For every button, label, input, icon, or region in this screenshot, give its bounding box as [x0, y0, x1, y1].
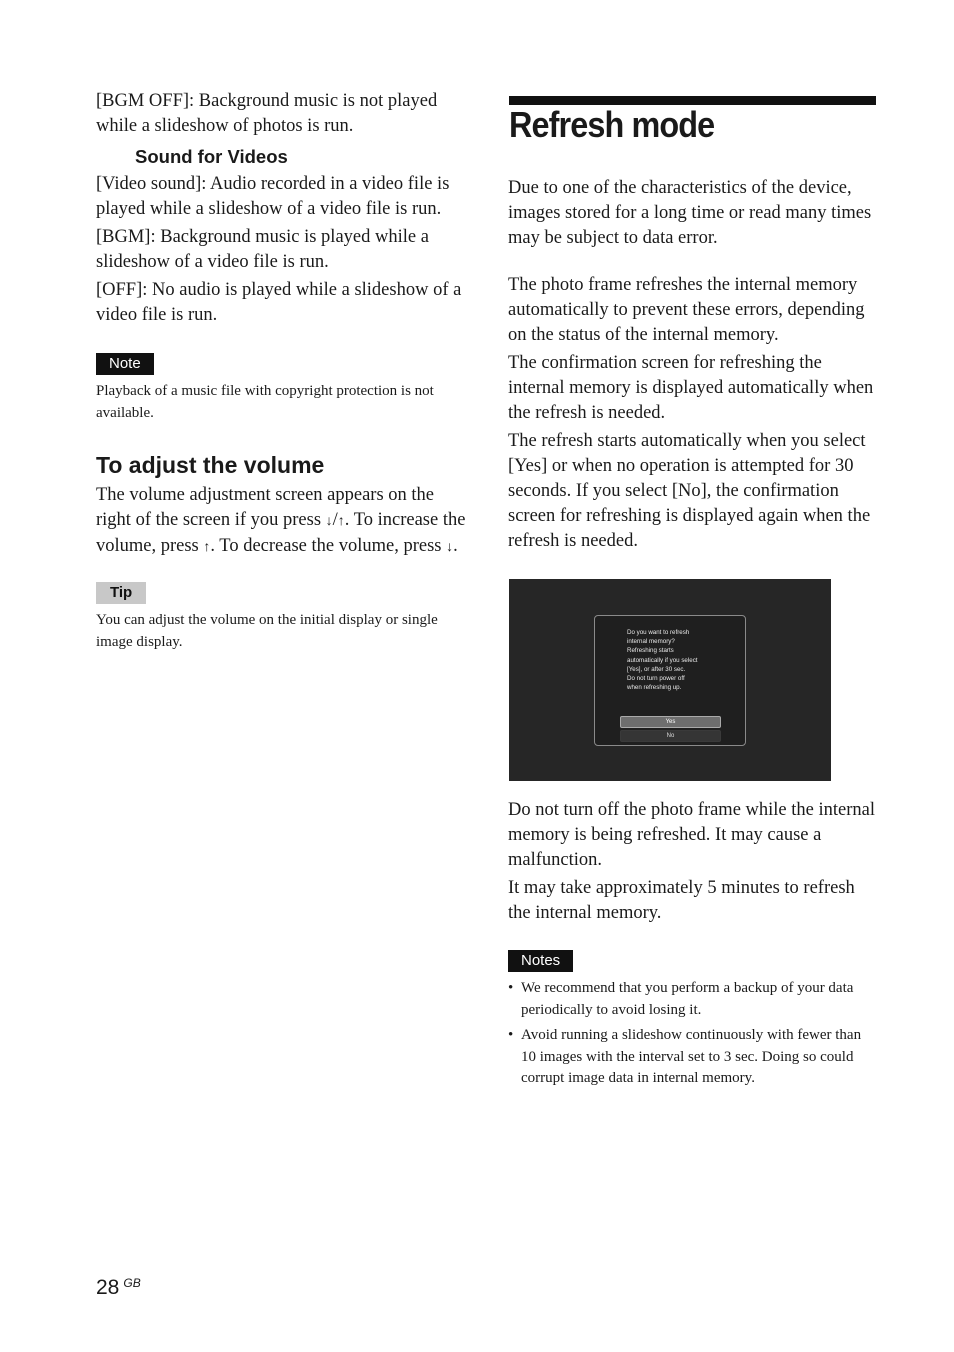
- refresh-auto-text: The photo frame refreshes the internal memory automatically to prevent these errors, depending on the status of the internal memory.: [508, 275, 865, 345]
- arrow-slash: /: [332, 510, 338, 530]
- right-column: [508, 176, 878, 554]
- arrow-down-icon: ↓: [325, 514, 333, 529]
- page-title: Refresh mode: [509, 104, 715, 145]
- right-column-lower: [508, 798, 878, 1094]
- notes-label: Notes: [508, 950, 573, 972]
- off-text: [OFF]: No audio is played while a slideshow of a video file is run.: [96, 280, 462, 325]
- arrow-down-icon: ↓: [446, 540, 454, 555]
- refresh-dialog: [594, 615, 746, 746]
- note-item-text: We recommend that you perform a backup of your data periodically to avoid losing it.: [521, 980, 854, 1018]
- volume-text-4: .: [453, 536, 458, 556]
- left-column: [96, 89, 466, 653]
- refresh-start-text: The refresh starts automatically when you select [Yes] or when no operation is attempted for 30 seconds. If you select [No], the confirmation screen for refreshing is displayed again when the refresh is needed.: [508, 431, 871, 551]
- bgm-off-text: [BGM OFF]: Background music is not played while a slideshow of photos is run.: [96, 91, 438, 136]
- no-button: No: [620, 730, 721, 742]
- arrow-up-icon: ↑: [203, 540, 211, 555]
- page-number-value: 28: [96, 1276, 120, 1299]
- note-label: Note: [96, 353, 154, 375]
- region-code: GB: [123, 1276, 141, 1290]
- list-item: [508, 978, 878, 1021]
- duration-text: It may take approximately 5 minutes to refresh the internal memory.: [508, 878, 855, 923]
- yes-button: Yes: [620, 716, 721, 728]
- note-item-text: Avoid running a slideshow continuously with fewer than 10 images with the interval set to 3 sec. Doing so could corrupt image data in internal memory.: [521, 1027, 862, 1086]
- dialog-message: Do you want to refresh internal memory? Refreshing starts automatically if you select [Yes], or after 30 sec. Do not turn power off when refreshing up.: [627, 629, 698, 692]
- notes-list: [508, 978, 878, 1090]
- tip-text: You can adjust the volume on the initial display or single image display.: [96, 612, 438, 650]
- note-text: Playback of a music file with copyright protection is not available.: [96, 383, 434, 421]
- sound-for-videos-heading: Sound for Videos: [135, 146, 288, 167]
- list-item: [508, 1025, 878, 1090]
- refresh-screen-image: [509, 579, 831, 781]
- bgm-text: [BGM]: Background music is played while a slideshow of a video file is run.: [96, 227, 429, 272]
- refresh-intro-text: Due to one of the characteristics of the device, images stored for a long time or read many times may be subject to data error.: [508, 178, 872, 248]
- arrow-up-icon: ↑: [337, 514, 345, 529]
- tip-label: Tip: [96, 582, 146, 604]
- volume-text-2: . To increase the volume, press: [96, 510, 466, 556]
- bullet: •: [508, 980, 514, 996]
- volume-paragraph: [96, 483, 466, 560]
- page-number: [96, 1276, 141, 1300]
- volume-text-3: . To decrease the volume, press: [210, 536, 447, 556]
- warning-text: Do not turn off the photo frame while the internal memory is being refreshed. It may cause a malfunction.: [508, 800, 875, 870]
- bullet: •: [508, 1027, 514, 1043]
- volume-heading: To adjust the volume: [96, 452, 325, 478]
- refresh-confirm-text: The confirmation screen for refreshing the internal memory is displayed automatically when the refresh is needed.: [508, 353, 874, 423]
- volume-text-1: The volume adjustment screen appears on the right of the screen if you press: [96, 485, 435, 530]
- video-sound-text: [Video sound]: Audio recorded in a video file is played while a slideshow of a video file is run.: [96, 174, 450, 219]
